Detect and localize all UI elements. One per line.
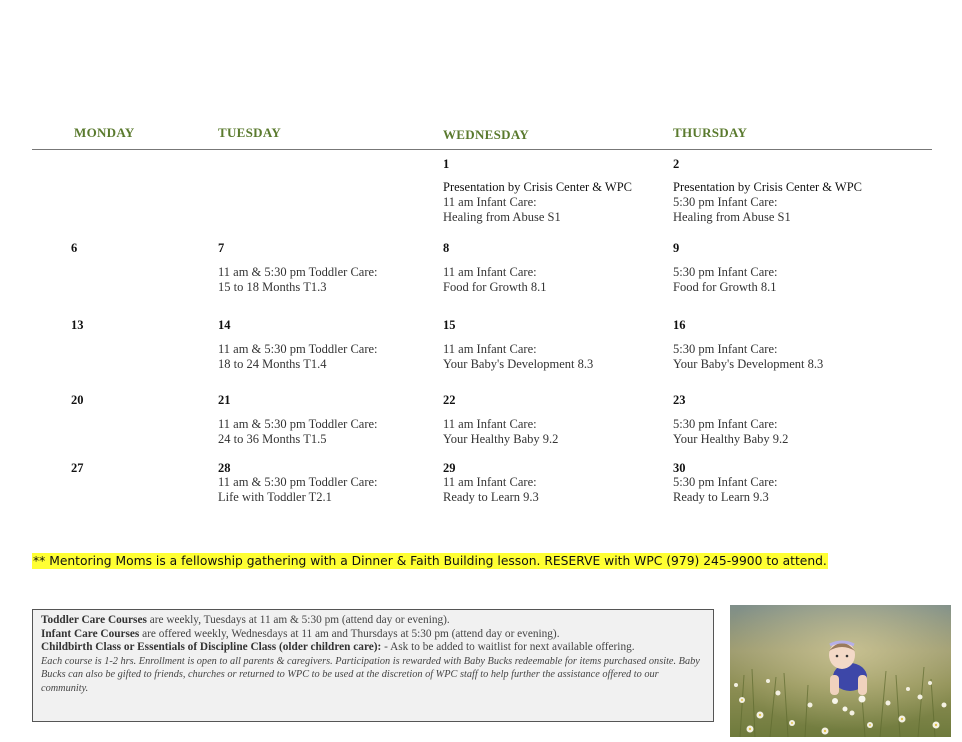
event-line: Presentation by Crisis Center & WPC bbox=[443, 180, 632, 194]
event-line: Healing from Abuse S1 bbox=[443, 210, 561, 224]
event-line: 11 am & 5:30 pm Toddler Care: bbox=[218, 475, 378, 489]
event-line: 11 am & 5:30 pm Toddler Care: bbox=[218, 342, 378, 356]
event-line: Your Baby's Development 8.3 bbox=[673, 357, 824, 371]
day-number: 9 bbox=[673, 241, 680, 255]
day-number: 27 bbox=[71, 461, 84, 475]
header-wednesday: WEDNESDAY bbox=[443, 127, 530, 142]
event-line: 5:30 pm Infant Care: bbox=[673, 417, 778, 431]
childbirth-info-text: - Ask to be added to waitlist for next available offering. bbox=[381, 641, 635, 654]
day-number: 6 bbox=[71, 241, 78, 255]
childbirth-info bbox=[41, 641, 705, 655]
day-number: 16 bbox=[673, 318, 686, 332]
event-line: 5:30 pm Infant Care: bbox=[673, 342, 778, 356]
day-number: 15 bbox=[443, 318, 456, 332]
header-monday: MONDAY bbox=[74, 125, 135, 140]
event-line: Ready to Learn 9.3 bbox=[673, 490, 769, 504]
day-number: 14 bbox=[218, 318, 231, 332]
event-line: Food for Growth 8.1 bbox=[673, 280, 777, 294]
event-line: Healing from Abuse S1 bbox=[673, 210, 791, 224]
day-number: 8 bbox=[443, 241, 450, 255]
day-number: 22 bbox=[443, 393, 456, 407]
day-number: 29 bbox=[443, 461, 456, 475]
infant-info-text: are offered weekly, Wednesdays at 11 am and Thursdays at 5:30 pm (attend day or evening). bbox=[139, 627, 560, 640]
header-divider bbox=[32, 149, 932, 150]
infant-info-title: Infant Care Courses bbox=[41, 627, 140, 640]
event-line: 24 to 36 Months T1.5 bbox=[218, 432, 327, 446]
day-number: 21 bbox=[218, 393, 231, 407]
event-line: 11 am Infant Care: bbox=[443, 195, 537, 209]
course-info-box bbox=[32, 609, 714, 722]
event-line: Your Baby's Development 8.3 bbox=[443, 357, 594, 371]
day-number: 1 bbox=[443, 157, 450, 171]
toddler-info bbox=[41, 614, 705, 628]
event-line: 18 to 24 Months T1.4 bbox=[218, 357, 327, 371]
event-line: 11 am Infant Care: bbox=[443, 475, 537, 489]
event-line: 15 to 18 Months T1.3 bbox=[218, 280, 327, 294]
event-line: 11 am & 5:30 pm Toddler Care: bbox=[218, 265, 378, 279]
header-thursday: THURSDAY bbox=[673, 125, 748, 140]
event-line: 5:30 pm Infant Care: bbox=[673, 475, 778, 489]
day-number: 7 bbox=[218, 241, 225, 255]
event-line: 11 am Infant Care: bbox=[443, 342, 537, 356]
event-line: 11 am Infant Care: bbox=[443, 417, 537, 431]
mentoring-moms-note: ** Mentoring Moms is a fellowship gathering with a Dinner & Faith Building lesson. RESERVE with WPC (979) 245-9900 to attend. bbox=[33, 554, 827, 568]
event-line: Ready to Learn 9.3 bbox=[443, 490, 539, 504]
event-line: Presentation by Crisis Center & WPC bbox=[673, 180, 862, 194]
day-number: 23 bbox=[673, 393, 686, 407]
event-line: Life with Toddler T2.1 bbox=[218, 490, 332, 504]
event-line: 5:30 pm Infant Care: bbox=[673, 265, 778, 279]
header-tuesday: TUESDAY bbox=[218, 125, 282, 140]
event-line: Your Healthy Baby 9.2 bbox=[443, 432, 559, 446]
childbirth-info-title: Childbirth Class or Essentials of Discipline Class (older children care): bbox=[41, 641, 382, 654]
event-line: Food for Growth 8.1 bbox=[443, 280, 547, 294]
course-details: Each course is 1-2 hrs. Enrollment is open to all parents & caregivers. Participation is rewarded with Baby Bucks redeemable for items purchased onsite. Baby Bucks can also be gifted to friends, churches or returned to WPC to be used at the discretion of WPC staff to help further the assistance offered to our community. bbox=[41, 655, 700, 694]
event-line: 5:30 pm Infant Care: bbox=[673, 195, 778, 209]
event-line: Your Healthy Baby 9.2 bbox=[673, 432, 789, 446]
baby-in-field-photo bbox=[730, 605, 951, 737]
day-number: 28 bbox=[218, 461, 231, 475]
event-line: 11 am Infant Care: bbox=[443, 265, 537, 279]
toddler-info-title: Toddler Care Courses bbox=[41, 614, 147, 626]
toddler-info-text: are weekly, Tuesdays at 11 am & 5:30 pm (attend day or evening). bbox=[146, 614, 450, 626]
event-line: 11 am & 5:30 pm Toddler Care: bbox=[218, 417, 378, 431]
day-number: 30 bbox=[673, 461, 686, 475]
day-number: 13 bbox=[71, 318, 84, 332]
day-number: 20 bbox=[71, 393, 84, 407]
day-number: 2 bbox=[673, 157, 680, 171]
infant-info bbox=[41, 628, 705, 642]
